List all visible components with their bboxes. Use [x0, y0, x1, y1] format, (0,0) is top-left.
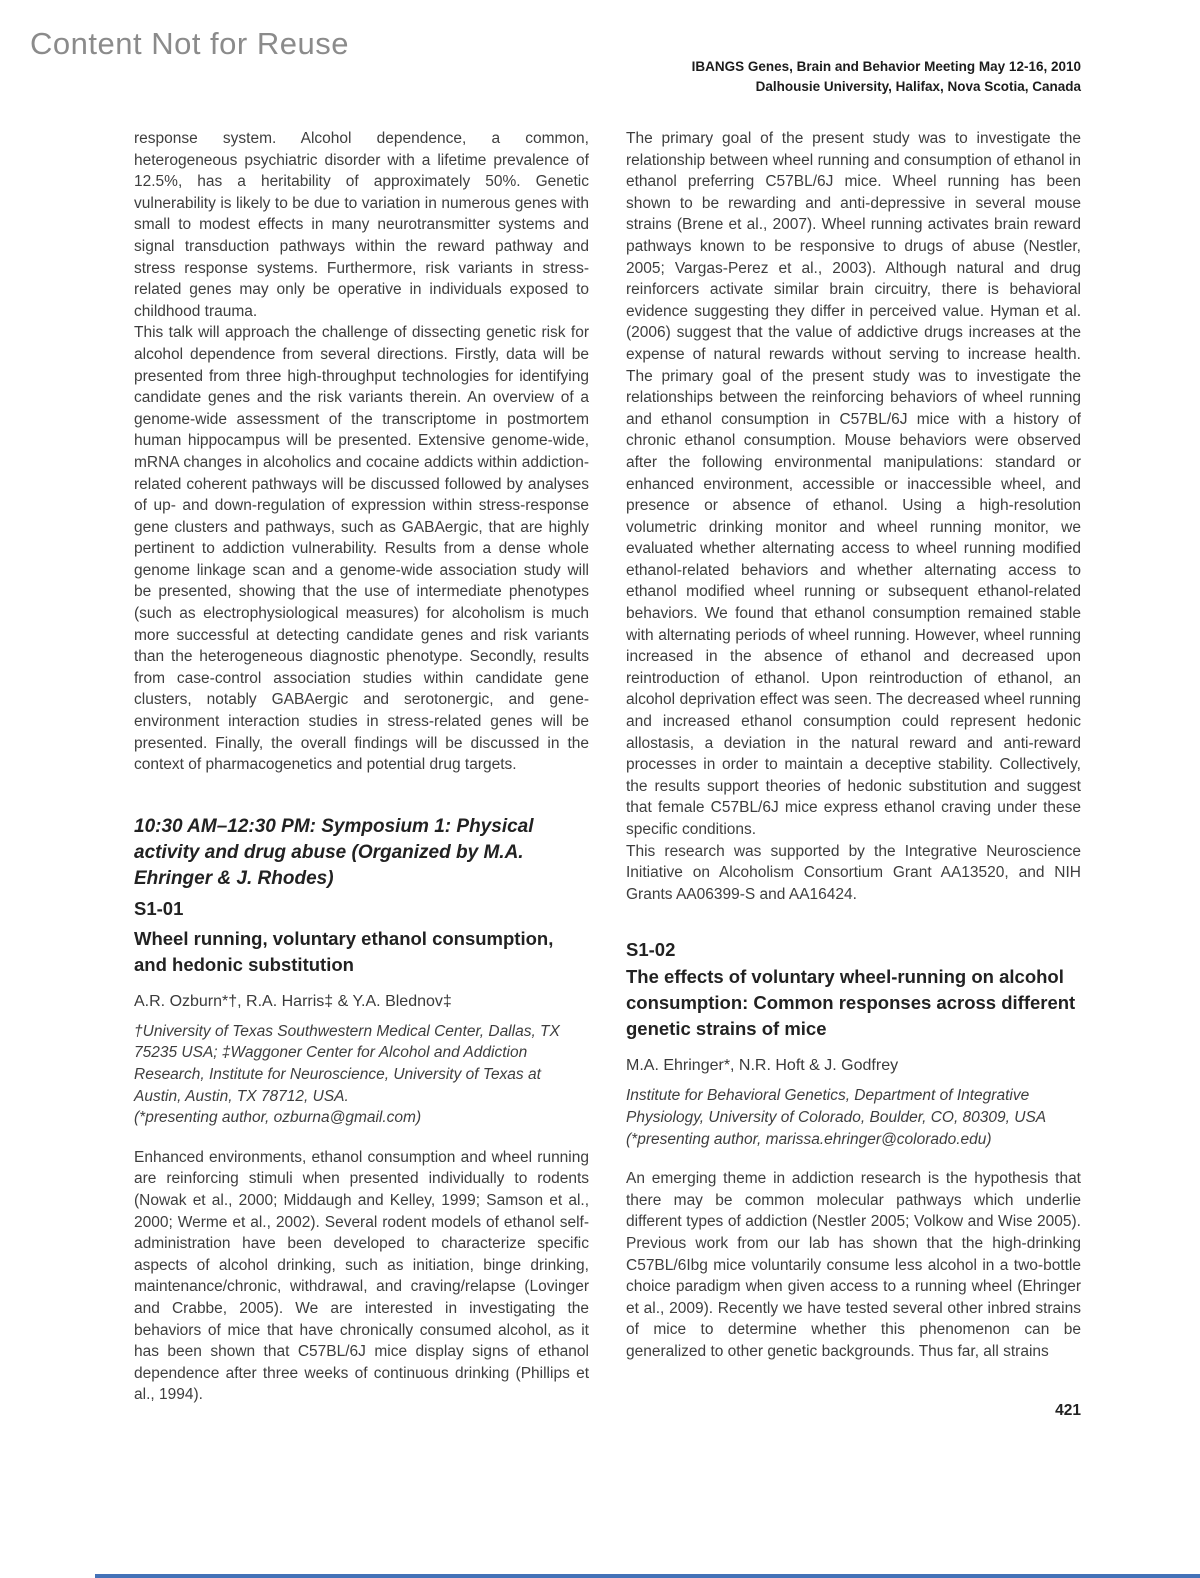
session-heading: 10:30 AM–12:30 PM: Symposium 1: Physical activity and drug abuse (Organized by M.A. Ehringer & J. Rhodes) — [134, 815, 534, 889]
abstract-body-paragraph: An emerging theme in addiction research is the hypothesis that there may be common molecular pathways which underlie different types of addiction (Nestler 2005; Volkow and Wise 2005). Previous work from our lab has shown that the high-drinking C57BL/6Ibg mice voluntarily consume less alcohol in a two-bottle choice paradigm when given access to a running wheel (Ehringer et al., 2009). Recently we have tested several other inbred strains of mice to determine whether this phenomenon can be generalized to other genetic backgrounds. Thus far, all strains — [626, 1170, 1081, 1360]
meeting-title-line: IBANGS Genes, Brain and Behavior Meeting May 12-16, 2010 — [691, 59, 1081, 74]
presenting-author-note: (*presenting author, marissa.ehringer@colorado.edu) — [626, 1130, 992, 1148]
page-number: 421 — [1055, 1402, 1081, 1419]
author-list: A.R. Ozburn*†, R.A. Harris‡ & Y.A. Blednov‡ — [134, 992, 452, 1010]
meeting-header — [692, 57, 1081, 97]
presenting-author-note: (*presenting author, ozburna@gmail.com) — [134, 1109, 422, 1127]
affiliation: †University of Texas Southwestern Medical Center, Dallas, TX 75235 USA; ‡Waggoner Center for Alcohol and Addiction Research, Institute for Neuroscience, University of Texas at Austin, Austin, TX 78712, USA. — [134, 1022, 560, 1105]
footer-rule — [95, 1574, 1200, 1578]
affiliation: Institute for Behavioral Genetics, Department of Integrative Physiology, University of Colorado, Boulder, CO, 80309, USA — [626, 1087, 1047, 1126]
author-list: M.A. Ehringer*, N.R. Hoft & J. Godfrey — [626, 1057, 899, 1075]
content-not-for-reuse-watermark: Content Not for Reuse — [30, 26, 349, 61]
abstract-title: Wheel running, voluntary ethanol consumption, and hedonic substitution — [134, 927, 554, 975]
abstract-continuation-paragraph: This talk will approach the challenge of dissecting genetic risk for alcohol dependence from several directions. Firstly, data will be presented from three high-throughput technologies for identifying candidate genes and the risk variants therein. An overview of a genome-wide assessment of the transcriptome in postmortem human hippocampus will be presented. Extensive genome-wide, mRNA changes in alcoholics and cocaine addicts within addiction-related coherent pathways will be discussed followed by analyses of up- and down-regulation of expression within stress-response gene clusters and pathways, such as GABAergic, that are highly pertinent to addiction vulnerability. Results from a dense whole genome linkage scan and a genome-wide association study will be presented, showing that the use of intermediate phenotypes (such as electrophysiological measures) for alcoholism is much more successful at detecting candidate genes and risk variants than the heterogeneous diagnostic phenotype. Secondly, results from case-control association studies within candidate gene clusters, notably GABAergic and serotonergic, and gene-environment interaction studies in stress-related genes will be presented. Finally, the overall findings will be discussed in the context of pharmacogenetics and potential drug targets. — [134, 324, 589, 774]
meeting-location-line: Dalhousie University, Halifax, Nova Scotia, Canada — [755, 79, 1081, 94]
abstract-continuation-paragraph: response system. Alcohol dependence, a common, heterogeneous psychiatric disorder with a lifetime prevalence of 12.5%, has a heritability of approximately 50%. Genetic vulnerability is likely to be due to variation in numerous genes with small to modest effects in many neurotransmitter systems and signal transduction pathways within the reward pathway and stress response systems. Furthermore, risk variants in stress-related genes may only be operative in individuals exposed to childhood trauma. — [134, 130, 589, 320]
abstract-id-s1-02: S1-02 — [626, 939, 676, 961]
abstract-id-s1-01: S1-01 — [134, 897, 184, 919]
funding-acknowledgement: This research was supported by the Integrative Neuroscience Initiative on Alcoholism Consortium Grant AA13520, and NIH Grants AA06399-S and AA16424. — [626, 842, 1081, 903]
abstract-body-paragraph: Enhanced environments, ethanol consumption and wheel running are reinforcing stimuli when presented individually to rodents (Nowak et al., 2000; Middaugh and Kelley, 1999; Samson et al., 2000; Werme et al., 2002). Several rodent models of ethanol self-administration have been developed to characterize specific aspects of alcohol drinking, such as initiation, binge drinking, maintenance/chronic, withdrawal, and craving/relapse (Lovinger and Crabbe, 2005). We are interested in investigating the behaviors of mice that have chronically consumed alcohol, as it has been shown that C57BL/6J mice display signs of ethanol dependence after three weeks of continuous drinking (Phillips et al., 1994). — [134, 1148, 589, 1404]
right-column — [626, 128, 1081, 1363]
abstract-title: The effects of voluntary wheel-running on alcohol consumption: Common responses across different genetic strains of mice — [626, 966, 1076, 1040]
abstract-body-paragraph: The primary goal of the present study was to investigate the relationship between wheel running and consumption of ethanol in ethanol preferring C57BL/6J mice. Wheel running has been shown to be rewarding and anti-depressive in several mouse strains (Brene et al., 2007). Wheel running activates brain reward pathways known to be responsive to drugs of abuse (Nestler, 2005; Vargas-Perez et al., 2003). Although natural and drug reinforcers activate similar brain circuitry, there is behavioral evidence suggesting they differ in perceived value. Hyman et al. (2006) suggest that the value of addictive drugs increases at the expense of natural rewards without serving to increase health. The primary goal of the present study was to investigate the relationships between the reinforcing behaviors of wheel running and ethanol consumption in C57BL/6J mice with a history of chronic ethanol consumption. Mouse behaviors were observed after the following environmental manipulations: standard or enhanced environment, accessible or inaccessible wheel, and presence or absence of ethanol. Using a high-resolution volumetric drinking monitor and wheel running monitor, we evaluated whether alternating access to wheel running modified ethanol-related behaviors and whether alternating access to ethanol modified wheel running or subsequent ethanol-related behaviors. We found that ethanol consumption remained stable with alternating periods of wheel running. However, wheel running increased in the absence of ethanol and decreased upon reintroduction of ethanol. Upon reintroduction of ethanol, an alcohol deprivation effect was seen. The decreased wheel running and increased ethanol consumption could represent hedonic allostasis, a deviation in the natural reward and anti-reward processes in order to maintain a deceptive stability. Collectively, the results support theories of hedonic substitution and suggest that female C57BL/6J mice express ethanol craving under these specific conditions. — [626, 130, 1081, 838]
left-column — [134, 128, 589, 1406]
